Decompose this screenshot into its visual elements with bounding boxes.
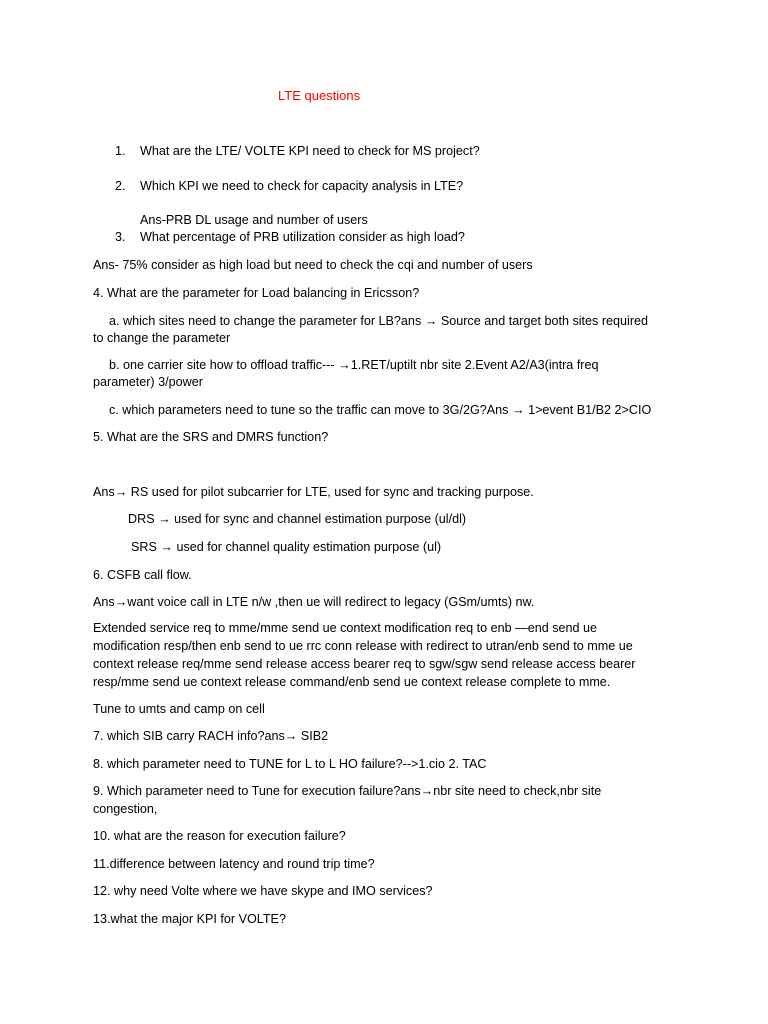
- answer-6: Ans→want voice call in LTE n/w ,then ue will redirect to legacy (GSm/umts) nw.: [93, 595, 535, 609]
- question-4: 4. What are the parameter for Load balancing in Ericsson?: [93, 286, 420, 300]
- list-number-1: 1.: [115, 144, 126, 158]
- question-10: 10. what are the reason for execution failure?: [93, 829, 346, 843]
- question-4a-line-2: to change the parameter: [93, 331, 231, 345]
- question-9-line-1: 9. Which parameter need to Tune for execution failure?ans→nbr site need to check,nbr site: [93, 784, 602, 798]
- list-number-3: 3.: [115, 230, 126, 244]
- question-6: 6. CSFB call flow.: [93, 568, 192, 582]
- document-title: LTE questions: [278, 88, 361, 103]
- answer-6-tune: Tune to umts and camp on cell: [93, 702, 265, 716]
- answer-5-drs: DRS → used for sync and channel estimation purpose (ul/dl): [128, 512, 467, 526]
- answer-6-ext-line-2: modification resp/then enb send to ue rrc conn release with redirect to utran/enb send to mme ue: [93, 639, 633, 653]
- answer-6-ext-line-3: context release req/mme send release access bearer req to sgw/sgw send release access bearer: [93, 657, 636, 671]
- question-13: 13.what the major KPI for VOLTE?: [93, 912, 286, 926]
- question-9-line-2: congestion,: [93, 802, 158, 816]
- question-4c: c. which parameters need to tune so the traffic can move to 3G/2G?Ans → 1>event B1/B2 2>CIO: [109, 403, 652, 417]
- answer-6-ext-line-1: Extended service req to mme/mme send ue context modification req to enb —end send ue: [93, 621, 598, 635]
- question-8: 8. which parameter need to TUNE for L to L HO failure?-->1.cio 2. TAC: [93, 757, 487, 771]
- question-2: Which KPI we need to check for capacity analysis in LTE?: [140, 179, 464, 193]
- question-3: What percentage of PRB utilization consider as high load?: [140, 230, 465, 244]
- question-5: 5. What are the SRS and DMRS function?: [93, 430, 329, 444]
- question-4a-line-1: a. which sites need to change the parameter for LB?ans → Source and target both sites required: [109, 314, 649, 328]
- question-1: What are the LTE/ VOLTE KPI need to check for MS project?: [140, 144, 480, 158]
- question-4b-line-2: parameter) 3/power: [93, 375, 203, 389]
- question-7: 7. which SIB carry RACH info?ans→ SIB2: [93, 729, 329, 743]
- list-number-2: 2.: [115, 179, 126, 193]
- answer-2: Ans-PRB DL usage and number of users: [140, 213, 368, 227]
- answer-5-srs: SRS → used for channel quality estimation purpose (ul): [131, 540, 442, 554]
- question-12: 12. why need Volte where we have skype and IMO services?: [93, 884, 433, 898]
- question-4b-line-1: b. one carrier site how to offload traffic--- →1.RET/uptilt nbr site 2.Event A2/A3(intra freq: [109, 358, 599, 372]
- answer-5-rs: Ans→ RS used for pilot subcarrier for LTE, used for sync and tracking purpose.: [93, 485, 534, 499]
- answer-6-ext-line-4: resp/mme send ue context release command/enb send ue context release complete to mme.: [93, 675, 611, 689]
- question-11: 11.difference between latency and round trip time?: [93, 857, 375, 871]
- answer-3: Ans- 75% consider as high load but need to check the cqi and number of users: [93, 258, 533, 272]
